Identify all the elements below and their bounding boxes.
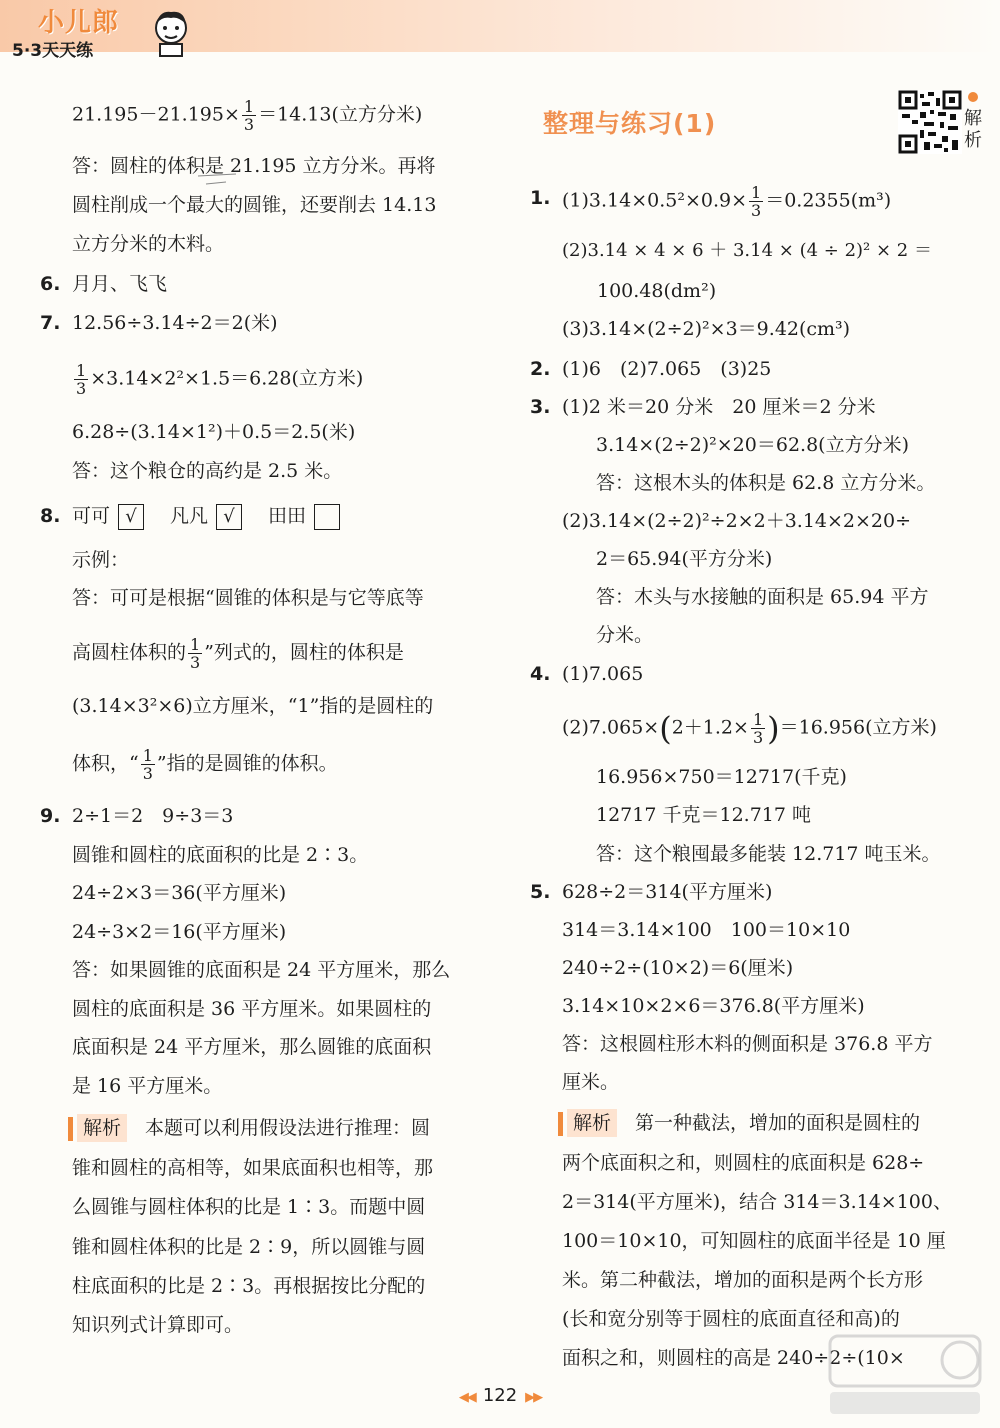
answer-line: 答：木头与水接触的面积是 65.94 平方 [596,586,929,608]
answer-line: (3)3.14×(2÷2)²×3＝9.42(cm³) [562,318,851,340]
answer-line: 立方分米的木料。 [72,233,225,255]
answer-line: 2÷1＝2 9÷3＝3 [72,805,234,827]
question-number: 6. [40,273,61,295]
fraction [242,98,256,133]
answer-line: 628÷2＝314(平方厘米) [562,881,773,903]
answer-line: 厘米。 [562,1071,620,1093]
text: 高圆柱体积的 [72,641,187,664]
qr-dot-icon [968,92,978,102]
answer-line: 圆柱削成一个最大的圆锥，还要削去 14.13 [72,194,437,216]
answer-line [562,711,937,746]
answer-line: 是 16 平方厘米。 [72,1075,223,1097]
text: ＝0.2355(m³) [765,189,892,212]
answer-line [72,362,363,397]
answer-line: 12717 千克＝12.717 吨 [596,804,812,826]
fraction-numerator: 1 [243,97,255,116]
qr-analysis-label[interactable]: 解析 [964,108,982,151]
answer-line: (2)3.14 × 4 × 6 ＋ 3.14 × (4 ÷ 2)² × 2 ＝ [562,240,932,261]
section-title: 整理与练习(1) [543,109,717,138]
question-number: 9. [40,805,61,827]
question-number: 4. [530,663,551,685]
answer-line: 圆柱的底面积是 36 平方厘米。如果圆柱的 [72,998,432,1020]
paren: ( [659,709,672,748]
answer-line: 示例： [72,549,130,571]
analysis-line: 2＝314(平方厘米)，结合 314＝3.14×100、 [562,1191,952,1213]
fraction-denominator: 3 [142,764,153,783]
text: 体积，“ [72,752,139,775]
answer-line: (3.14×3²×6)立方厘米，“1”指的是圆柱的 [72,695,434,717]
answer-line: 答：这个粮囤最多能装 12.717 吨玉米。 [596,843,941,865]
fraction [74,362,88,397]
option-label: 可可 [72,505,111,527]
answer-line: 答：圆柱的体积是 21.195 立方分米。再将 [72,155,436,177]
analysis-line: 米。第二种截法，增加的面积是两个长方形 [562,1269,924,1291]
fraction [141,747,155,782]
fraction-denominator: 3 [752,728,764,747]
question-number: 3. [530,396,551,418]
answer-line: 分米。 [596,624,654,646]
analysis-line: 面积之和，则圆柱的高是 240÷2÷(10× [562,1347,905,1369]
logo [10,2,190,62]
option-label: 田田 [268,505,307,527]
fraction-denominator: 3 [243,115,255,134]
text: ＝14.13(立方分米) [258,103,423,126]
answer-line: 答：这根圆柱形木料的侧面积是 376.8 平方 [562,1033,933,1055]
answer-line [72,636,404,671]
fraction [749,184,763,219]
answer-line: (1)2 米＝20 分米 20 厘米＝2 分米 [562,396,876,418]
text: 第一种截法，增加的面积是圆柱的 [635,1112,921,1134]
checkbox-empty [314,504,340,530]
text: ＝16.956(立方米) [779,716,937,739]
answer-line [72,502,348,530]
analysis-line: 100＝10×10，可知圆柱的底面半径是 10 厘 [562,1230,946,1252]
answer-line: (2)3.14×(2÷2)²÷2×2＋3.14×2×20÷ [562,510,912,532]
question-number: 1. [530,187,551,209]
answer-line [72,98,422,133]
brand-logo-text: 小儿郎 [38,8,120,38]
answer-line: 月月、飞飞 [72,273,168,295]
answer-line [562,184,891,219]
paren: ) [767,709,780,748]
answer-line: 圆锥和圆柱的底面积的比是 2∶3。 [72,844,369,866]
series-name: 5·3天天练 [12,41,94,61]
fraction-denominator: 3 [190,653,201,672]
page-footer [0,1385,1000,1406]
text: ”指的是圆锥的体积。 [156,752,338,775]
answer-line: 答：如果圆锥的底面积是 24 平方厘米，那么 [72,959,451,981]
question-number: 8. [40,505,61,527]
analysis-line [68,1114,430,1142]
qr-code-icon[interactable] [898,90,962,154]
analysis-line: (长和宽分别等于圆柱的底面直径和高)的 [562,1308,900,1330]
fraction [751,711,765,746]
question-number: 2. [530,358,551,380]
analysis-tag: 解析 [77,1114,127,1142]
answer-line: (1)7.065 [562,663,644,685]
question-number: 5. [530,881,551,903]
checkbox-checked: √ [216,504,242,530]
mascot-icon [148,6,194,58]
answer-line: 24÷3×2＝16(平方厘米) [72,921,287,943]
answer-line: 24÷2×3＝36(平方厘米) [72,882,287,904]
fraction-numerator: 1 [76,361,87,380]
prev-page-icon[interactable]: ◀◀ [458,1390,475,1405]
fraction [188,636,202,671]
answer-line: 答：这根木头的体积是 62.8 立方分米。 [596,472,936,494]
answer-line: 100.48(dm²) [597,280,717,302]
answer-line: 240÷2÷(10×2)＝6(厘米) [562,957,794,979]
checkbox-checked: √ [118,504,144,530]
fraction-numerator: 1 [142,746,153,765]
analysis-line: 两个底面积之和，则圆柱的底面积是 628÷ [562,1152,925,1174]
answer-line: 2＝65.94(平方分米) [596,548,773,570]
text: ×3.14×2²×1.5＝6.28(立方米) [90,367,364,390]
answer-line: 底面积是 24 平方厘米，那么圆锥的底面积 [72,1036,432,1058]
fraction-denominator: 3 [751,201,762,220]
fraction-numerator: 1 [190,635,201,654]
answer-line: (1)6 (2)7.065 (3)25 [562,358,772,380]
answer-line: 答：这个粮仓的高约是 2.5 米。 [72,460,343,482]
analysis-line [558,1109,920,1137]
page-number: 122 [482,1385,518,1406]
analysis-line: 知识列式计算即可。 [72,1314,244,1336]
answer-line: 6.28÷(3.14×1²)＋0.5＝2.5(米) [72,421,356,443]
question-number: 7. [40,312,61,334]
answer-line [72,747,338,782]
analysis-line: 柱底面积的比是 2∶3。再根据按比分配的 [72,1275,426,1297]
fraction-denominator: 3 [76,379,87,398]
analysis-tag-bar [68,1117,73,1141]
answer-line: 314＝3.14×100 100＝10×10 [562,919,851,941]
fraction-numerator: 1 [752,710,764,729]
watermark-logo [820,1330,990,1420]
answer-line: 3.14×10×2×6＝376.8(平方厘米) [562,995,865,1017]
analysis-line: 锥和圆柱体积的比是 2∶9，所以圆锥与圆 [72,1236,426,1258]
analysis-tag: 解析 [567,1109,617,1137]
answer-line: 答：可可是根据“圆锥的体积是与它等底等 [72,587,424,609]
analysis-line: 么圆锥与圆柱体积的比是 1∶3。而题中圆 [72,1196,426,1218]
analysis-tag-bar [558,1112,563,1136]
answer-line: 12.56÷3.14÷2＝2(米) [72,312,278,334]
next-page-icon[interactable]: ▶▶ [525,1390,542,1405]
text: ”列式的，圆柱的体积是 [204,641,404,664]
analysis-line: 锥和圆柱的高相等，如果底面积也相等，那 [72,1157,434,1179]
text: (1)3.14×0.5²×0.9× [562,189,748,212]
fraction-numerator: 1 [751,183,762,202]
option-label: 凡凡 [170,505,209,527]
text: (2)7.065× [562,716,660,739]
answer-line: 16.956×750＝12717(千克) [596,766,847,788]
text: 21.195－21.195× [72,103,240,126]
text: 本题可以利用假设法进行推理：圆 [145,1117,431,1139]
answer-line: 3.14×(2÷2)²×20＝62.8(立方分米) [596,434,909,456]
text: 2＋1.2× [671,716,749,739]
